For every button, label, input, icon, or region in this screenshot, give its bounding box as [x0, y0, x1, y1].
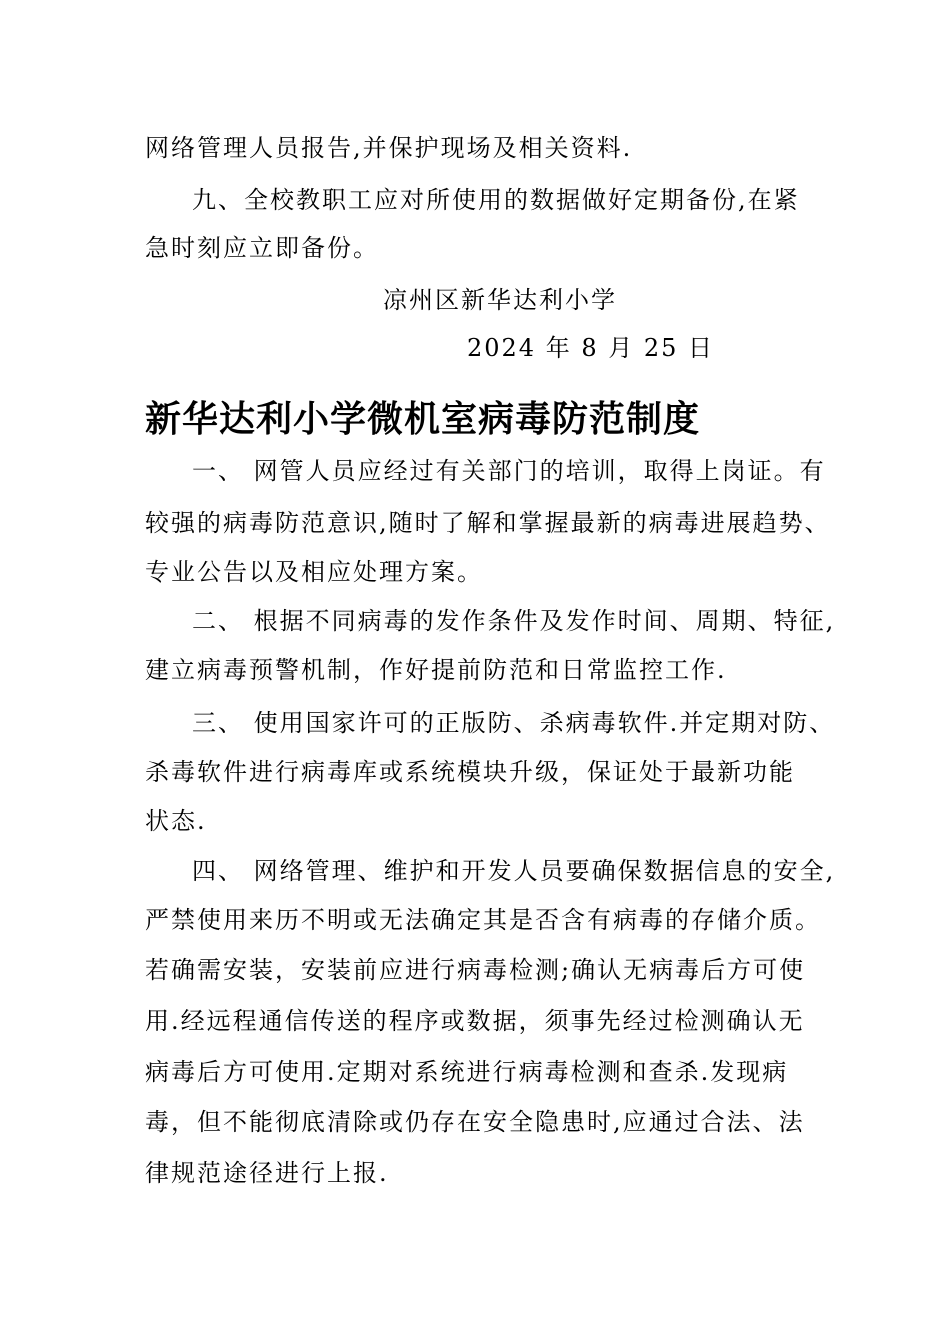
body-line: 四、 网络管理、维护和开发人员要确保数据信息的安全,	[192, 857, 836, 885]
body-line: 专业公告以及相应处理方案。	[145, 558, 483, 586]
body-line: 律规范途径进行上报.	[145, 1159, 389, 1187]
body-line: 用.经远程通信传送的程序或数据，须事先经过检测确认无	[145, 1007, 805, 1035]
intro-line: 九、全校教职工应对所使用的数据做好定期备份,在紧	[192, 186, 800, 214]
signature-org: 凉州区新华达利小学	[383, 286, 617, 314]
intro-line: 急时刻应立即备份。	[145, 234, 379, 262]
body-line: 一、 网管人员应经过有关部门的培训，取得上岗证。有	[192, 457, 826, 485]
body-line: 三、 使用国家许可的正版防、杀病毒软件.并定期对防、	[192, 709, 836, 737]
body-line: 若确需安装，安装前应进行病毒检测;确认无病毒后方可使	[145, 956, 806, 984]
body-line: 较强的病毒防范意识,随时了解和掌握最新的病毒进展趋势、	[145, 509, 831, 537]
body-line: 建立病毒预警机制，作好提前防范和日常监控工作.	[145, 656, 727, 684]
body-line: 状态.	[145, 807, 207, 835]
body-line: 杀毒软件进行病毒库或系统模块升级，保证处于最新功能	[145, 758, 795, 786]
signature-date: 2024 年 8 月 25 日	[467, 334, 715, 362]
document-title: 新华达利小学微机室病毒防范制度	[145, 399, 701, 440]
body-line: 病毒后方可使用.定期对系统进行病毒检测和查杀.发现病	[145, 1058, 789, 1086]
body-line: 严禁使用来历不明或无法确定其是否含有病毒的存储介质。	[145, 906, 821, 934]
intro-line: 网络管理人员报告,并保护现场及相关资料.	[145, 134, 633, 162]
body-line: 毒，但不能彻底清除或仍存在安全隐患时,应通过合法、法	[145, 1108, 805, 1136]
body-line: 二、 根据不同病毒的发作条件及发作时间、周期、特征,	[192, 607, 836, 635]
